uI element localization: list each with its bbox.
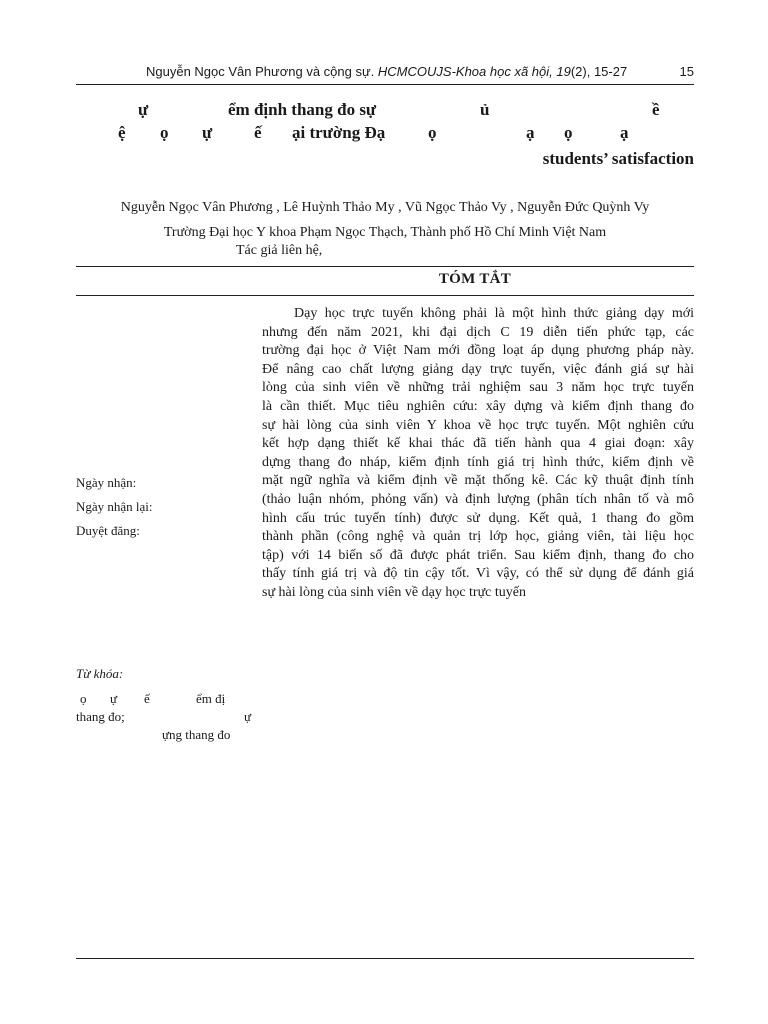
- author-list: Nguyễn Ngọc Vân Phương , Lê Huỳnh Thảo My , Vũ Ngọc Thảo Vy , Nguyễn Đức Quỳnh Vy: [120, 200, 650, 215]
- keywords-line-1: [76, 690, 256, 708]
- keyword-fragment: thang đo;: [76, 709, 125, 724]
- title-fragment: ọ: [564, 123, 573, 142]
- abstract-heading-rule: [76, 295, 694, 296]
- abstract-line: sự hài lòng của sinh viên Y khoa về học trực tuyến. Một nghiên cứu: [262, 417, 694, 433]
- running-header-citation: [146, 64, 627, 79]
- title-fragment: ề: [652, 100, 660, 119]
- running-header-authors: Nguyễn Ngọc Vân Phương và cộng sự.: [146, 64, 375, 79]
- abstract-line: Dạy học trực tuyến không phải là một hình thức giảng dạy mới: [294, 306, 694, 321]
- title-fragment: ạ: [620, 123, 629, 142]
- title-fragment: ự: [138, 100, 149, 119]
- title-line-3: students’ satisfaction: [542, 149, 694, 168]
- title-fragment: ọ: [160, 123, 169, 142]
- abstract-line: hình cấu trúc tuyến tính) được sử dụng. Kết quả, 1 thang đo gồm: [262, 510, 694, 526]
- abstract-line: tập) với 14 biến số đã được phát triển. Sau kiểm định, thang đo cho: [262, 547, 694, 563]
- header-divider: [76, 84, 694, 85]
- keyword-fragment: ự: [110, 691, 118, 706]
- running-header: [76, 62, 694, 82]
- abstract-bottom-rule: [76, 958, 694, 959]
- abstract-line: trường đại học ở Việt Nam mới đồng loạt áp dụng phương pháp này.: [262, 343, 694, 359]
- keywords-line-2: [76, 708, 256, 726]
- abstract-line: dựng thang đo nháp, kiểm định tính giá trị hình thức, kiểm định về: [262, 454, 694, 470]
- abstract-line: Để nâng cao chất lượng giảng dạy trực tuyến, việc đánh giá sự hài: [262, 361, 694, 377]
- keywords-label: Từ khóa:: [76, 666, 124, 681]
- running-header-journal: HCMCOUJS-Khoa học xã hội, 19: [377, 64, 571, 79]
- received-date-label: Ngày nhận:: [76, 475, 137, 490]
- revised-date-label: Ngày nhận lại:: [76, 499, 153, 514]
- keyword-fragment: ự: [244, 709, 252, 724]
- accepted-date-label: Duyệt đăng:: [76, 523, 140, 538]
- title-fragment: ại trường Đạ: [292, 123, 386, 142]
- keyword-fragment: ế: [144, 691, 150, 706]
- abstract-top-rule: [76, 266, 694, 267]
- title-fragment: ế: [254, 123, 262, 142]
- keyword-fragment: ọ: [80, 691, 87, 706]
- title-fragment: ự: [202, 123, 213, 142]
- title-fragment: ệ: [118, 123, 126, 142]
- keyword-fragment: ựng thang đo: [162, 727, 231, 742]
- title-fragment: ạ: [526, 123, 535, 142]
- corresponding-author: Tác giả liên hệ,: [236, 243, 323, 258]
- title-line-2: [118, 123, 648, 147]
- abstract-line: mặt ngữ nghĩa và kiểm định về mặt thống kê. Các kỹ thuật định tính: [262, 473, 694, 489]
- abstract-line: sự hài lòng của sinh viên về dạy học trực tuyến: [262, 584, 526, 600]
- author-affiliation: Trường Đại học Y khoa Phạm Ngọc Thạch, Thành phố Hồ Chí Minh Việt Nam: [163, 225, 607, 240]
- abstract-body: [262, 305, 694, 603]
- abstract-heading: TÓM TẮT: [438, 271, 512, 287]
- abstract-line: kết hợp dạng thiết kế khai thác đã tiến hành qua 4 giai đoạn: xây: [262, 436, 694, 452]
- keywords-line-3: [76, 726, 256, 744]
- abstract-line: là cần thiết. Mục tiêu nghiên cứu: xây dựng và kiểm định thang đo: [262, 398, 694, 414]
- keywords-list: [76, 690, 256, 744]
- abstract-line: nhưng đến năm 2021, khi đại dịch C 19 diễn tiến phức tạp, các: [262, 324, 694, 340]
- title-fragment: ọ: [428, 123, 437, 142]
- running-header-issue: (2), 15-27: [570, 64, 628, 79]
- title-fragment: ủ: [480, 100, 490, 119]
- title-fragment: ểm định thang đo sự: [228, 100, 377, 119]
- title-line-1: [108, 100, 668, 124]
- article-info: [76, 471, 153, 543]
- keyword-fragment: ểm đị: [196, 691, 226, 706]
- page-number: 15: [679, 64, 694, 79]
- abstract-line: (thảo luận nhóm, phỏng vấn) và định lượng (phân tích nhân tố và mô: [262, 491, 694, 507]
- abstract-line: thấy tính giá trị và độ tin cậy tốt. Vì vậy, có thể sử dụng để đánh giá: [262, 566, 694, 582]
- abstract-line: lòng của sinh viên về những trải nghiệm sau 3 năm học trực tuyến: [262, 380, 694, 396]
- abstract-line: thành phần (công nghệ và quản trị lớp học, giảng viên, tài liệu học: [262, 529, 694, 545]
